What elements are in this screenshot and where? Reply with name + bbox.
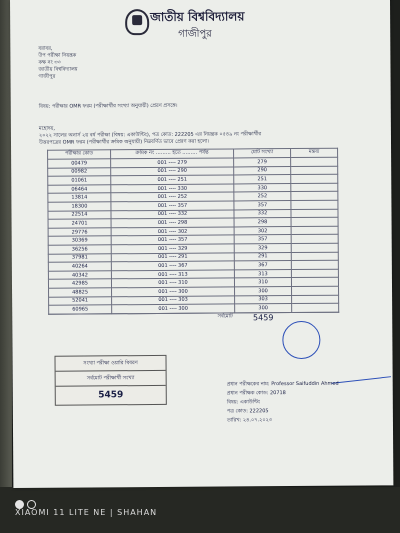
exam-code-cell: 29776 bbox=[48, 228, 111, 237]
exam-code-cell: 06464 bbox=[48, 185, 111, 194]
exam-code-cell: 42985 bbox=[48, 279, 111, 288]
university-title: জাতীয় বিশ্ববিদ্যালয় bbox=[150, 9, 245, 25]
body-line: মহোদয়, bbox=[38, 125, 55, 132]
serial-range-cell: 001 ---- 252 bbox=[111, 192, 234, 201]
signature-block bbox=[227, 379, 397, 425]
serial-range-cell: 001 ---- 251 bbox=[111, 175, 234, 184]
remarks-cell bbox=[291, 269, 338, 278]
remarks-cell bbox=[291, 166, 338, 175]
remarks-cell bbox=[291, 209, 338, 218]
serial-range-cell: 001 ---- 303 bbox=[112, 295, 235, 304]
serial-range-cell: 001 ---- 332 bbox=[111, 210, 234, 219]
document-page bbox=[10, 0, 393, 488]
count-cell: 252 bbox=[234, 192, 291, 201]
serial-range-cell: 001 ---- 300 bbox=[112, 287, 235, 296]
official-seal-icon bbox=[282, 321, 320, 359]
count-cell: 367 bbox=[234, 261, 291, 270]
university-city: গাজীপুর bbox=[178, 28, 212, 40]
serial-range-cell: 001 ---- 367 bbox=[111, 261, 234, 270]
count-cell: 329 bbox=[234, 243, 291, 252]
exam-code-cell: 37981 bbox=[48, 253, 111, 262]
column-header: পরীক্ষার কোড bbox=[48, 150, 111, 159]
count-cell: 302 bbox=[234, 226, 291, 235]
remarks-cell bbox=[291, 200, 338, 209]
exam-code-cell: 48825 bbox=[49, 288, 112, 297]
exam-code-cell: 00479 bbox=[48, 159, 111, 168]
serial-range-cell: 001 ---- 290 bbox=[111, 167, 234, 176]
count-cell: 357 bbox=[234, 201, 291, 210]
count-cell: 330 bbox=[234, 183, 291, 192]
signature-subject: বিষয়: একাউন্টিং bbox=[226, 399, 261, 406]
count-cell: 357 bbox=[234, 235, 291, 244]
address-line: জাতীয় বিশ্ববিদ্যালয় bbox=[38, 66, 78, 73]
count-cell: 303 bbox=[235, 295, 292, 304]
recipient-address bbox=[38, 44, 238, 80]
remarks-cell bbox=[292, 303, 339, 312]
exam-code-cell: 40342 bbox=[48, 271, 111, 280]
count-cell: 300 bbox=[235, 304, 292, 313]
count-cell: 291 bbox=[234, 252, 291, 261]
count-cell: 251 bbox=[234, 175, 291, 184]
summary-box-line: সংখ্যা পরীক্ষা ওয়ারি বিবরণ bbox=[55, 356, 165, 372]
address-line: উপ পরীক্ষা নিয়ন্ত্রক bbox=[38, 52, 77, 59]
body-line: ২০২২ সালের অনার্স ২য় বর্ষ পরীক্ষা (বিষয়: একাউন্টিং), পত্র কোড: 222205 এর নিয়ন্ত্রক ০৫৪৯ নং পরীক্ষার্থীর bbox=[38, 131, 262, 139]
total-value: 5459 bbox=[253, 312, 274, 322]
exam-code-cell: 22514 bbox=[48, 210, 111, 219]
count-cell: 300 bbox=[235, 286, 292, 295]
serial-range-cell: 001 ---- 298 bbox=[111, 218, 234, 227]
exam-code-cell: 00982 bbox=[48, 167, 111, 176]
serial-range-cell: 001 ---- 357 bbox=[111, 235, 234, 244]
camera-watermark: XIAOMI 11 LITE NE | SHAHAN bbox=[15, 508, 158, 517]
count-cell: 332 bbox=[234, 209, 291, 218]
serial-range-cell: 001 ---- 291 bbox=[111, 252, 234, 261]
remarks-cell bbox=[291, 243, 338, 252]
serial-range-cell: 001 ---- 310 bbox=[111, 278, 234, 287]
examiner-name: প্রধান পরীক্ষকের নাম: Professor Saifuddin Ahmed bbox=[226, 380, 339, 388]
count-cell: 310 bbox=[234, 278, 291, 287]
serial-range-cell: 001 ---- 357 bbox=[111, 201, 234, 210]
serial-range-cell: 001 ---- 329 bbox=[111, 244, 234, 253]
remarks-cell bbox=[292, 286, 339, 295]
address-line: কক্ষ নং ৩৩ bbox=[38, 59, 61, 66]
summary-box-line: সর্বমোট পরীক্ষার্থী সংখ্যা bbox=[56, 371, 166, 387]
exam-code-cell: 24701 bbox=[48, 219, 111, 228]
total-label: সর্বমোট bbox=[217, 313, 233, 320]
exam-code-cell: 30369 bbox=[48, 236, 111, 245]
remarks-cell bbox=[291, 235, 338, 244]
remarks-cell bbox=[291, 183, 338, 192]
count-cell: 313 bbox=[234, 269, 291, 278]
remarks-cell bbox=[291, 278, 338, 287]
count-cell: 298 bbox=[234, 218, 291, 227]
exam-code-cell: 18300 bbox=[48, 202, 111, 211]
signature-paper-code: পত্র কোড: 222205 bbox=[226, 408, 269, 415]
count-cell: 279 bbox=[234, 158, 291, 167]
exam-code-cell: 01061 bbox=[48, 176, 111, 185]
signature-date: তারিখ: ২৪.০৭.২০২৩ bbox=[226, 417, 273, 424]
examiner-code: প্রধান পরীক্ষক কোড: 20718 bbox=[226, 390, 286, 397]
letter-body bbox=[39, 123, 384, 146]
remarks-cell bbox=[291, 217, 338, 226]
exam-code-cell: 60965 bbox=[49, 305, 112, 314]
summary-box-total: 5459 bbox=[98, 390, 124, 401]
remarks-cell bbox=[291, 260, 338, 269]
exam-code-cell: 40264 bbox=[48, 262, 111, 271]
letter-subject: বিষয়: পরীক্ষার OMR ফরম (পরীক্ষার্থীর সংখ্যা অনুযায়ী) প্রেরণ প্রসঙ্গে। bbox=[38, 102, 178, 110]
remarks-cell bbox=[291, 192, 338, 201]
remarks-cell bbox=[291, 226, 338, 235]
exam-code-cell: 13814 bbox=[48, 193, 111, 202]
exam-code-cell: 52041 bbox=[49, 296, 112, 305]
body-line: উত্তরপত্রের OMR ফরম (পরীক্ষার্থীর ক্রমিক অনুযায়ী) নিম্নবর্ণিত ভাবে প্রেরণ করা হলো। bbox=[38, 138, 210, 146]
omr-distribution-table bbox=[47, 148, 339, 324]
column-header: মন্তব্য bbox=[291, 148, 338, 157]
column-header: মোট সংখ্যা bbox=[234, 149, 291, 158]
address-line: বরাবর, bbox=[38, 45, 53, 52]
remarks-cell bbox=[291, 174, 338, 183]
serial-range-cell: 001 ---- 302 bbox=[111, 227, 234, 236]
remarks-cell bbox=[291, 157, 338, 166]
serial-range-cell: 001 ---- 313 bbox=[111, 270, 234, 279]
column-header: ক্রমিক নং ……… হতে ……… পর্যন্ত bbox=[111, 149, 234, 159]
count-cell: 290 bbox=[234, 166, 291, 175]
remarks-cell bbox=[291, 252, 338, 261]
address-line: গাজীপুর bbox=[38, 73, 56, 80]
exam-code-cell: 36256 bbox=[48, 245, 111, 254]
university-logo-icon bbox=[125, 9, 149, 35]
serial-range-cell: 001 ---- 279 bbox=[111, 158, 234, 167]
serial-range-cell: 001 ---- 300 bbox=[112, 304, 235, 313]
serial-range-cell: 001 ---- 330 bbox=[111, 184, 234, 193]
summary-box bbox=[54, 355, 166, 406]
remarks-cell bbox=[292, 295, 339, 304]
